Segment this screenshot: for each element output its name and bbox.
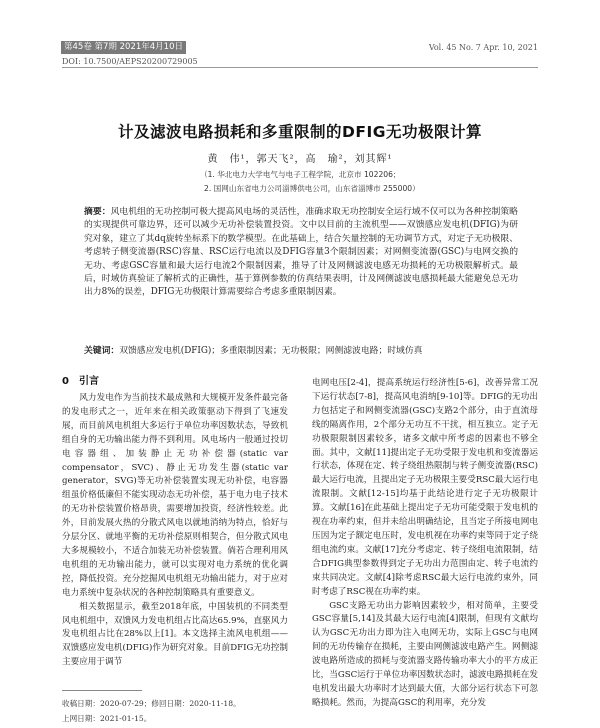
abstract-label: 摘要： (84, 207, 111, 217)
volume-issue-label: 第45卷 第7期 2021年4月10日 (64, 42, 183, 52)
paragraph: 风力发电作为当前技术最成熟和大规模开发条件最完备的发电形式之一，近年来在相关政策驱动下得到了飞速发展，而目前风电机组大多运行于单位功率因数状态，导致机组自身的无功输出能力得不到利用。风电场内一般通过投切电容器组、加装静止无功补偿器(static var compensator，SVC)、静止无功发生器(static var generator，SVG)等无功补偿装置实现无功补偿，电容器组虽价格低廉但不能实现动态无功补偿，基于电力电子技术的无功补偿装置价格昂贵，需要增加投资，经济性较差。此外，目前发展火热的分散式风电以就地消纳为特点，恰好与分层分区、就地平衡的无功补偿原则相契合，但分散式风电大多规模较小，不适合加装无功补偿装置。倘若合理利用风电机组的无功输出能力，就可以实现对电力系统的优化调控，降低投资。充分挖掘风电机组无功输出能力，对于应对电力系统中复杂状况的各种控制策略具有重要意义。 (62, 393, 288, 598)
header-divider (62, 67, 538, 68)
affiliations (200, 168, 420, 196)
abstract-text: 风电机组的无功控制可极大提高风电场的灵活性，准确求取无功控制安全运行域不仅可以为各种控制策略的实现提供可靠边界，还可以减少无功补偿装置投资。文中以目前的主流机型——双馈感应发电机(DFIG)为研究对象，建立了其dq旋转坐标系下的数学模型。在此基础上，结合矢量控制的无功调节方式，对定子无功极限、考虑转子侧变流器(RSC)容量、RSC运行电流以及DFIG容量3个限制因素；对网侧变流器(GSC)与电网交换的无功、考虑GSC容量和最大运行电流2个限制因素，推导了计及网侧滤波电感无功损耗的无功极限解析式。最后，时域仿真验证了解析式的正确性，基于算例参数的仿真结果表明，计及网侧滤波电感损耗最大能避免总无功出力8%的误差，DFIG无功极限计算需要综合考虑多重限制因素。 (84, 207, 518, 298)
author-list: 黄 伟¹，郭天飞²，高 瑜²，刘其辉¹ (207, 154, 393, 165)
affiliation-1: （1. 华北电力大学电气与电子工程学院，北京市 102206； (200, 170, 401, 179)
keywords (84, 345, 518, 358)
left-column (62, 392, 288, 670)
keywords-text: 双馈感应发电机(DFIG)；多重限制因素；无功极限；网侧滤波电路；时域仿真 (119, 346, 423, 356)
footnote-online: 上网日期：2021-01-15。 (62, 714, 152, 723)
footnote-divider (62, 690, 142, 691)
journal-volume-english: Vol. 45 No. 7 Apr. 10, 2021 (428, 43, 538, 52)
doi-label: DOI: 10.7500/AEPS20200729005 (62, 57, 198, 66)
paragraph: 相关数据显示，截至2018年底，中国装机的不同类型风电机组中，双馈风力发电机组占比高达65.9%，直驱风力发电机组占比在28%以上[1]。本文选择主流风电机组——双馈感应发电机(DFIG)作为研究对象。目前DFIG无功控制主要应用于调节 (62, 601, 288, 668)
section-heading-introduction: 0 引言 (62, 376, 99, 387)
right-column (312, 377, 538, 711)
volume-issue-bar (61, 41, 186, 54)
footnote-received: 收稿日期：2020-07-29；修回日期：2020-11-18。 (62, 699, 241, 708)
abstract (84, 206, 518, 300)
keywords-label: 关键词： (84, 346, 120, 356)
paragraph: 电网电压[2-4]，提高系统运行经济性[5-6]，改善异常工况下运行状态[7-8]，提高风电消纳[9-10]等。DFIG的无功出力包括定子和网侧变流器(GSC)支路2个部分，由于直流母线的隔离作用，2个部分无功互不干扰，相互独立。定子无功极限限制因素较多，诸多文献中所考虑的因素也不够全面。其中，文献[11]提出定子无功受限于发电机和变流器运行状态，体现在定、转子绕组热限制与转子侧变流器(RSC)最大运行电流，且提出定子无功极限主要受RSC最大运行电流限制。文献[12-15]均基于此结论进行定子无功极限计算。文献[16]在此基础上提出定子无功可能受限于发电机的视在功率约束，但并未给出明确结论，且当定子所接电网电压因为定子额定电压时，发电机视在功率约束等同于定子绕组电流约束。文献[17]充分考虑定、转子绕组电流限制，结合DFIG典型参数得到定子无功出力范围由定、转子电流约束共同决定。文献[4]除考虑RSC最大运行电流约束外，同时考虑了RSC视在功率约束。 (312, 378, 538, 597)
paragraph: GSC支路无功出力影响因素较少，相对简单，主要受GSC容量[5,14]及其最大运行电流[4]限制，但现有文献均认为GSC无功出力即为注入电网无功，实际上GSC与电网间的无功传输存在损耗，主要由网侧滤波电路产生。网侧滤波电路所造成的损耗与变流器支路传输功率大小的平方成正比，当GSC运行于单位功率因数状态时，滤波电路损耗在发电机发出最大功率时才达到最大值，大部分运行状态下可忽略损耗。然而，为提高GSC的利用率，充分发 (312, 600, 538, 708)
paper-title: 计及滤波电路损耗和多重限制的DFIG无功极限计算 (118, 123, 482, 141)
affiliation-2: 2. 国网山东省电力公司淄博供电公司，山东省淄博市 255000） (204, 184, 420, 193)
